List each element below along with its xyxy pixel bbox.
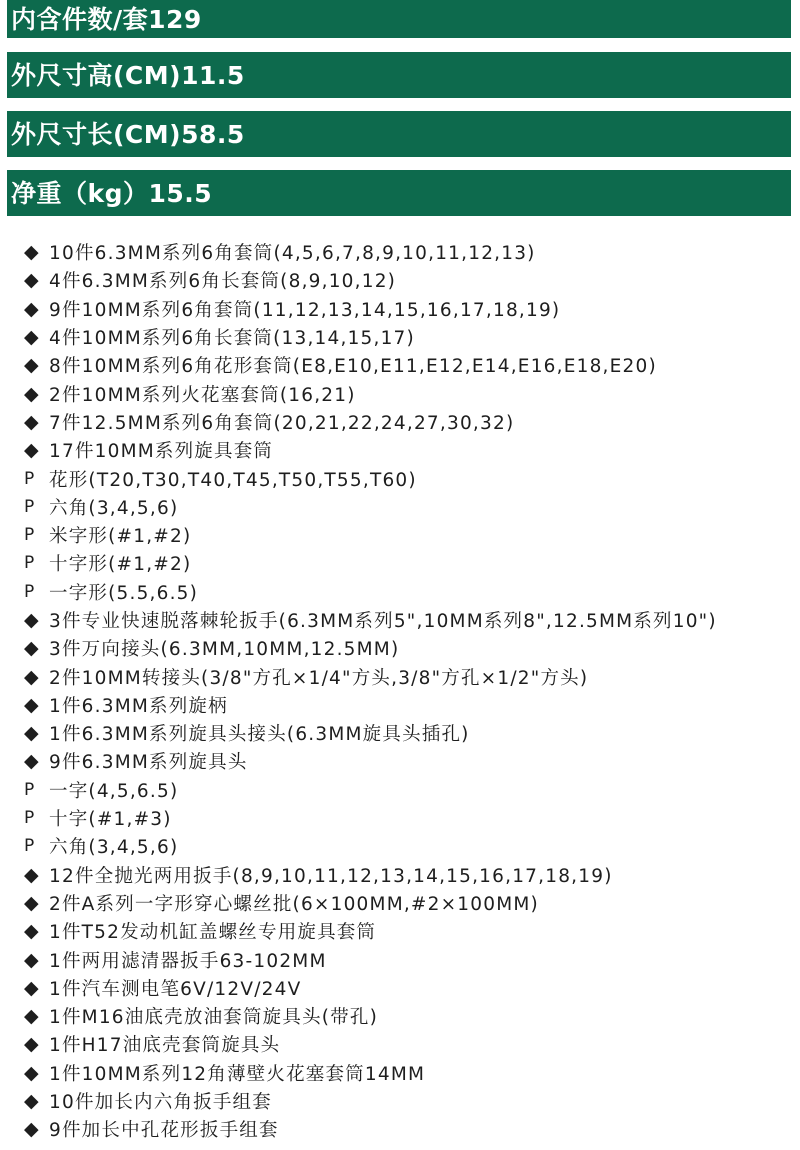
diamond-bullet-icon: ◆ [24, 722, 40, 745]
diamond-bullet-icon: ◆ [24, 410, 40, 433]
diamond-bullet-icon: ◆ [24, 665, 40, 688]
spec-bar-length [7, 111, 791, 157]
p-marker: P [24, 468, 35, 489]
list-item [24, 889, 794, 917]
sub-list-item [24, 776, 794, 804]
item-text: 2件10MM转接头(3/8"方孔×1/4"方头,3/8"方孔×1/2"方头) [49, 667, 589, 689]
spec-bar-net-weight [7, 170, 791, 216]
diamond-bullet-icon: ◆ [24, 1118, 40, 1141]
p-marker: P [24, 836, 35, 857]
item-text: 花形(T20,T30,T40,T45,T50,T55,T60) [49, 469, 417, 491]
item-text: 4件10MM系列6角长套筒(13,14,15,17) [49, 328, 415, 350]
item-text: 六角(3,4,5,6) [49, 837, 179, 859]
list-item [24, 606, 794, 634]
item-text: 六角(3,4,5,6) [49, 497, 179, 519]
item-text: 9件6.3MM系列旋具头 [49, 752, 248, 774]
sub-list-item [24, 578, 794, 606]
list-item [24, 379, 794, 407]
item-text: 1件H17油底壳套筒旋具头 [49, 1035, 281, 1057]
item-text: 米字形(#1,#2) [49, 526, 192, 548]
diamond-bullet-icon: ◆ [24, 1090, 40, 1113]
spec-bar-height [7, 52, 791, 98]
list-item [24, 861, 794, 889]
item-text: 1件6.3MM系列旋柄 [49, 695, 228, 717]
list-item [24, 351, 794, 379]
item-text: 3件专业快速脱落棘轮扳手(6.3MM系列5",10MM系列8",12.5MM系列10") [49, 611, 717, 632]
diamond-bullet-icon: ◆ [24, 976, 40, 999]
item-text: 一字形(5.5,6.5) [49, 582, 199, 604]
spec-label: 内含件数/套129 [11, 4, 202, 34]
p-marker: P [24, 553, 35, 574]
list-item [24, 295, 794, 323]
contents-list [24, 238, 794, 1144]
list-item [24, 691, 794, 719]
spec-bar-piece-count [7, 0, 791, 38]
item-text: 一字(4,5,6.5) [49, 780, 179, 802]
item-text: 十字形(#1,#2) [49, 554, 192, 576]
spec-label: 净重（kg）15.5 [11, 178, 213, 208]
item-text: 10件6.3MM系列6角套筒(4,5,6,7,8,9,10,11,12,13) [49, 243, 536, 265]
list-item [24, 634, 794, 662]
list-item [24, 1087, 794, 1115]
sub-list-item [24, 521, 794, 549]
item-text: 1件两用滤清器扳手63-102MM [49, 950, 327, 972]
list-item [24, 662, 794, 690]
diamond-bullet-icon: ◆ [24, 863, 40, 886]
item-text: 2件10MM系列火花塞套筒(16,21) [49, 384, 356, 406]
diamond-bullet-icon: ◆ [24, 609, 40, 631]
sub-list-item [24, 464, 794, 492]
diamond-bullet-icon: ◆ [24, 693, 40, 716]
diamond-bullet-icon: ◆ [24, 948, 40, 971]
item-text: 12件全抛光两用扳手(8,9,10,11,12,13,14,15,16,17,18,19) [49, 865, 613, 887]
list-item [24, 1030, 794, 1058]
list-item [24, 408, 794, 436]
diamond-bullet-icon: ◆ [24, 269, 40, 292]
diamond-bullet-icon: ◆ [24, 750, 40, 773]
list-item [24, 436, 794, 464]
item-text: 9件10MM系列6角套筒(11,12,13,14,15,16,17,18,19) [49, 299, 561, 321]
diamond-bullet-icon: ◆ [24, 241, 40, 264]
list-item [24, 323, 794, 351]
p-marker: P [24, 808, 35, 829]
list-item [24, 1002, 794, 1030]
diamond-bullet-icon: ◆ [24, 920, 40, 943]
item-text: 1件6.3MM系列旋具头接头(6.3MM旋具头插孔) [49, 724, 470, 746]
list-item [24, 1115, 794, 1143]
item-text: 1件M16油底壳放油套筒旋具头(带孔) [49, 1007, 379, 1029]
list-item [24, 1059, 794, 1087]
item-text: 8件10MM系列6角花形套筒(E8,E10,E11,E12,E14,E16,E18,E20) [49, 356, 657, 378]
item-text: 1件T52发动机缸盖螺丝专用旋具套筒 [49, 922, 377, 944]
diamond-bullet-icon: ◆ [24, 1061, 40, 1084]
diamond-bullet-icon: ◆ [24, 439, 40, 462]
item-text: 4件6.3MM系列6角长套筒(8,9,10,12) [49, 271, 397, 293]
list-item [24, 747, 794, 775]
item-text: 9件加长中孔花形扳手组套 [49, 1120, 279, 1142]
item-text: 1件10MM系列12角薄壁火花塞套筒14MM [49, 1063, 426, 1085]
p-marker: P [24, 496, 35, 517]
sub-list-item [24, 549, 794, 577]
p-marker: P [24, 525, 35, 546]
diamond-bullet-icon: ◆ [24, 326, 40, 349]
diamond-bullet-icon: ◆ [24, 297, 40, 320]
spec-label: 外尺寸高(CM)11.5 [11, 60, 245, 90]
diamond-bullet-icon: ◆ [24, 1005, 40, 1028]
diamond-bullet-icon: ◆ [24, 354, 40, 377]
item-text: 1件汽车测电笔6V/12V/24V [49, 978, 302, 1000]
list-item [24, 945, 794, 973]
diamond-bullet-icon: ◆ [24, 382, 40, 405]
list-item [24, 266, 794, 294]
item-text: 17件10MM系列旋具套筒 [49, 441, 274, 463]
list-item [24, 974, 794, 1002]
item-text: 3件万向接头(6.3MM,10MM,12.5MM) [49, 639, 400, 661]
sub-list-item [24, 832, 794, 860]
item-text: 2件A系列一字形穿心螺丝批(6×100MM,#2×100MM) [49, 893, 539, 915]
item-text: 十字(#1,#3) [49, 809, 172, 831]
diamond-bullet-icon: ◆ [24, 637, 40, 660]
p-marker: P [24, 779, 35, 800]
spec-label: 外尺寸长(CM)58.5 [11, 119, 245, 149]
sub-list-item [24, 804, 794, 832]
sub-list-item [24, 493, 794, 521]
list-item [24, 719, 794, 747]
list-item [24, 917, 794, 945]
item-text: 7件12.5MM系列6角套筒(20,21,22,24,27,30,32) [49, 412, 515, 434]
diamond-bullet-icon: ◆ [24, 891, 40, 914]
p-marker: P [24, 581, 35, 602]
list-item [24, 238, 794, 266]
item-text: 10件加长内六角扳手组套 [49, 1092, 272, 1114]
diamond-bullet-icon: ◆ [24, 1033, 40, 1056]
